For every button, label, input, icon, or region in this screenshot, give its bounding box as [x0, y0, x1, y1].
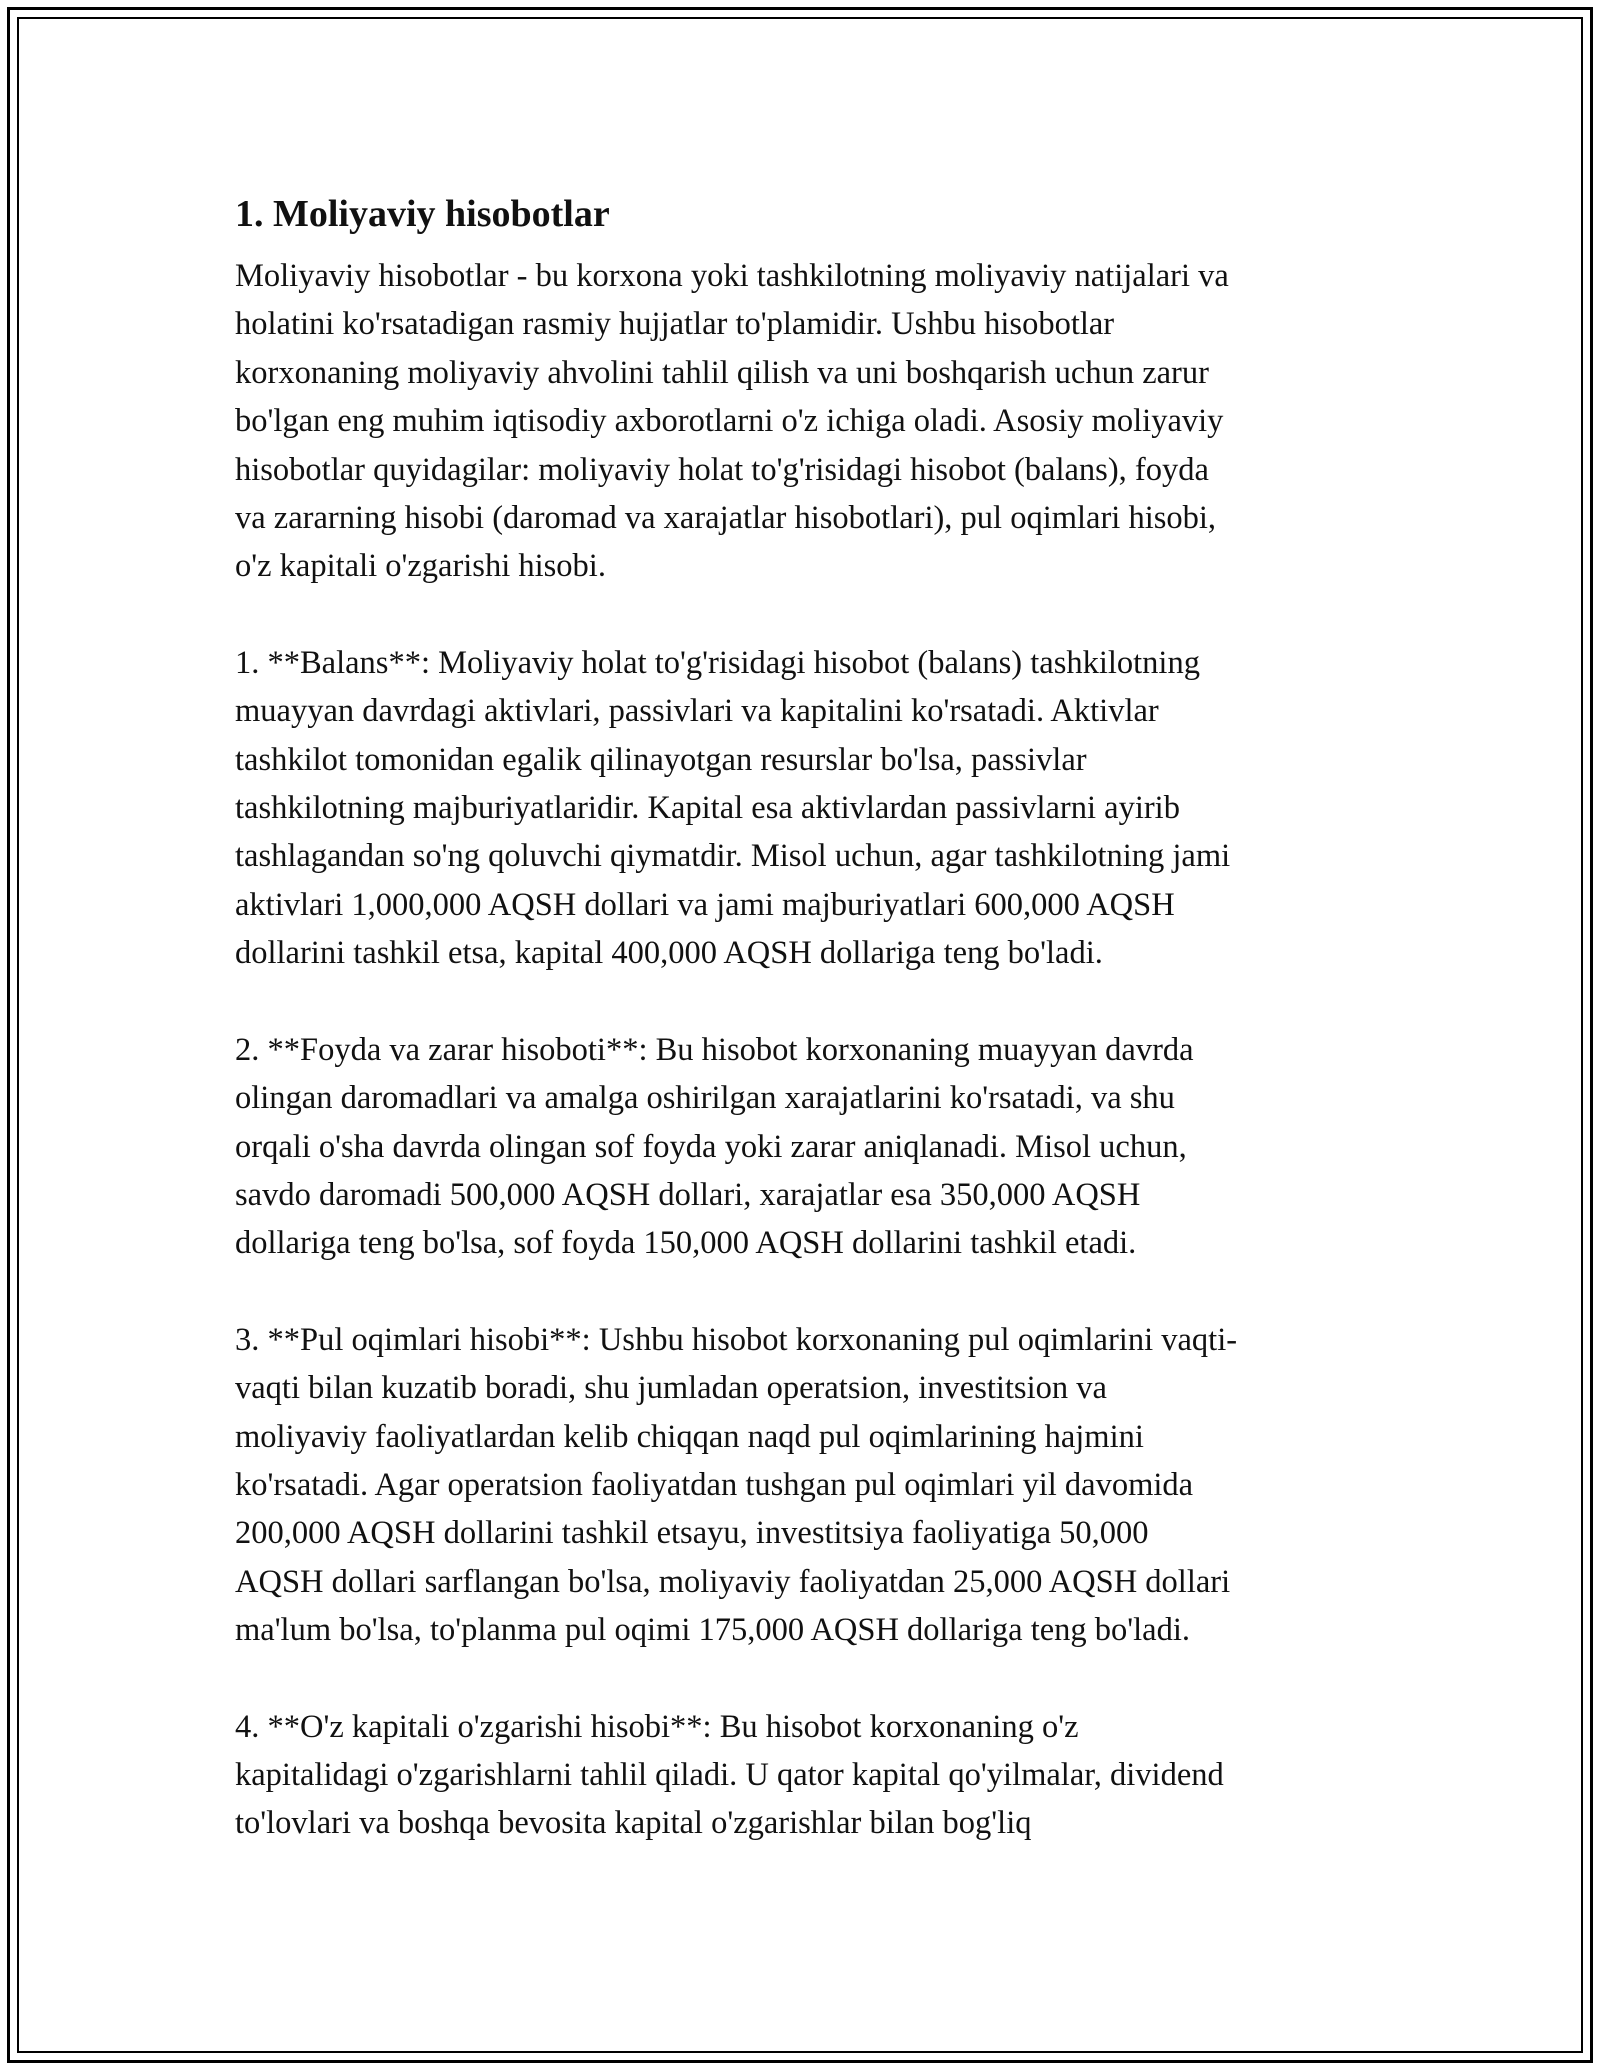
section-heading: 1. Moliyaviy hisobotlar: [235, 193, 610, 235]
profit-loss-paragraph: 2. **Foyda va zarar hisoboti**: Bu hisobot korxonaning muayyan davrda olingan daromadlari va amalga oshirilgan xarajatlarini ko'rsatadi, va shu orqali o'sha davrda olingan sof foyda yoki zarar aniqlanadi. Misol uchun, savdo daromadi 500,000 AQSH dollari, xarajatlar esa 350,000 AQSH dollariga teng bo'lsa, sof foyda 150,000 AQSH dollarini tashkil etadi.: [235, 1031, 1194, 1262]
intro-paragraph: Moliyaviy hisobotlar - bu korxona yoki tashkilotning moliyaviy natijalari va holatini ko'rsatadigan rasmiy hujjatlar to'plamidir. Ushbu hisobotlar korxonaning moliyaviy ahvolini tahlil qilish va uni boshqarish uchun zarur bo'lgan eng muhim iqtisodiy axborotlarni o'z ichiga oladi. Asosiy moliyaviy hisobotlar quyidagilar: moliyaviy holat to'g'risidagi hisobot (balans), foyda va zararning hisobi (daromad va xarajatlar hisobotlari), pul oqimlari hisobi, o'z kapitali o'zgarishi hisobi.: [235, 258, 1229, 585]
balance-paragraph: 1. **Balans**: Moliyaviy holat to'g'risidagi hisobot (balans) tashkilotning muayyan davrdagi aktivlari, passivlari va kapitalini ko'rsatadi. Aktivlar tashkilot tomonidan egalik qilinayotgan resurslar bo'lsa, passivlar tashkilotning majburiyatlaridir. Kapital esa aktivlardan passivlarni ayirib tashlagandan so'ng qoluvchi qiymatdir. Misol uchun, agar tashkilotning jami aktivlari 1,000,000 AQSH dollari va jami majburiyatlari 600,000 AQSH dollarini tashkil etsa, kapital 400,000 AQSH dollariga teng bo'ladi.: [235, 644, 1231, 972]
equity-change-paragraph: 4. **O'z kapitali o'zgarishi hisobi**: Bu hisobot korxonaning o'z kapitalidagi o'zgarishlarni tahlil qiladi. U qator kapital qo'yilmalar, dividend to'lovlari va boshqa bevosita kapital o'zgarishlar bilan bog'liq: [235, 1708, 1224, 1842]
cash-flow-paragraph: 3. **Pul oqimlari hisobi**: Ushbu hisobot korxonaning pul oqimlarini vaqti- vaqti bilan kuzatib boradi, shu jumladan operatsion, investitsion va moliyaviy faoliyatlardan kelib chiqqan naqd pul oqimlarining hajmini ko'rsatadi. Agar operatsion faoliyatdan tushgan pul oqimlari yil davomida 200,000 AQSH dollarini tashkil etsayu, investitsiya faoliyatiga 50,000 AQSH dollari sarflangan bo'lsa, moliyaviy faoliyatdan 25,000 AQSH dollari ma'lum bo'lsa, to'planma pul oqimi 175,000 AQSH dollariga teng bo'ladi.: [235, 1321, 1238, 1649]
document-page: [235, 188, 1375, 1896]
